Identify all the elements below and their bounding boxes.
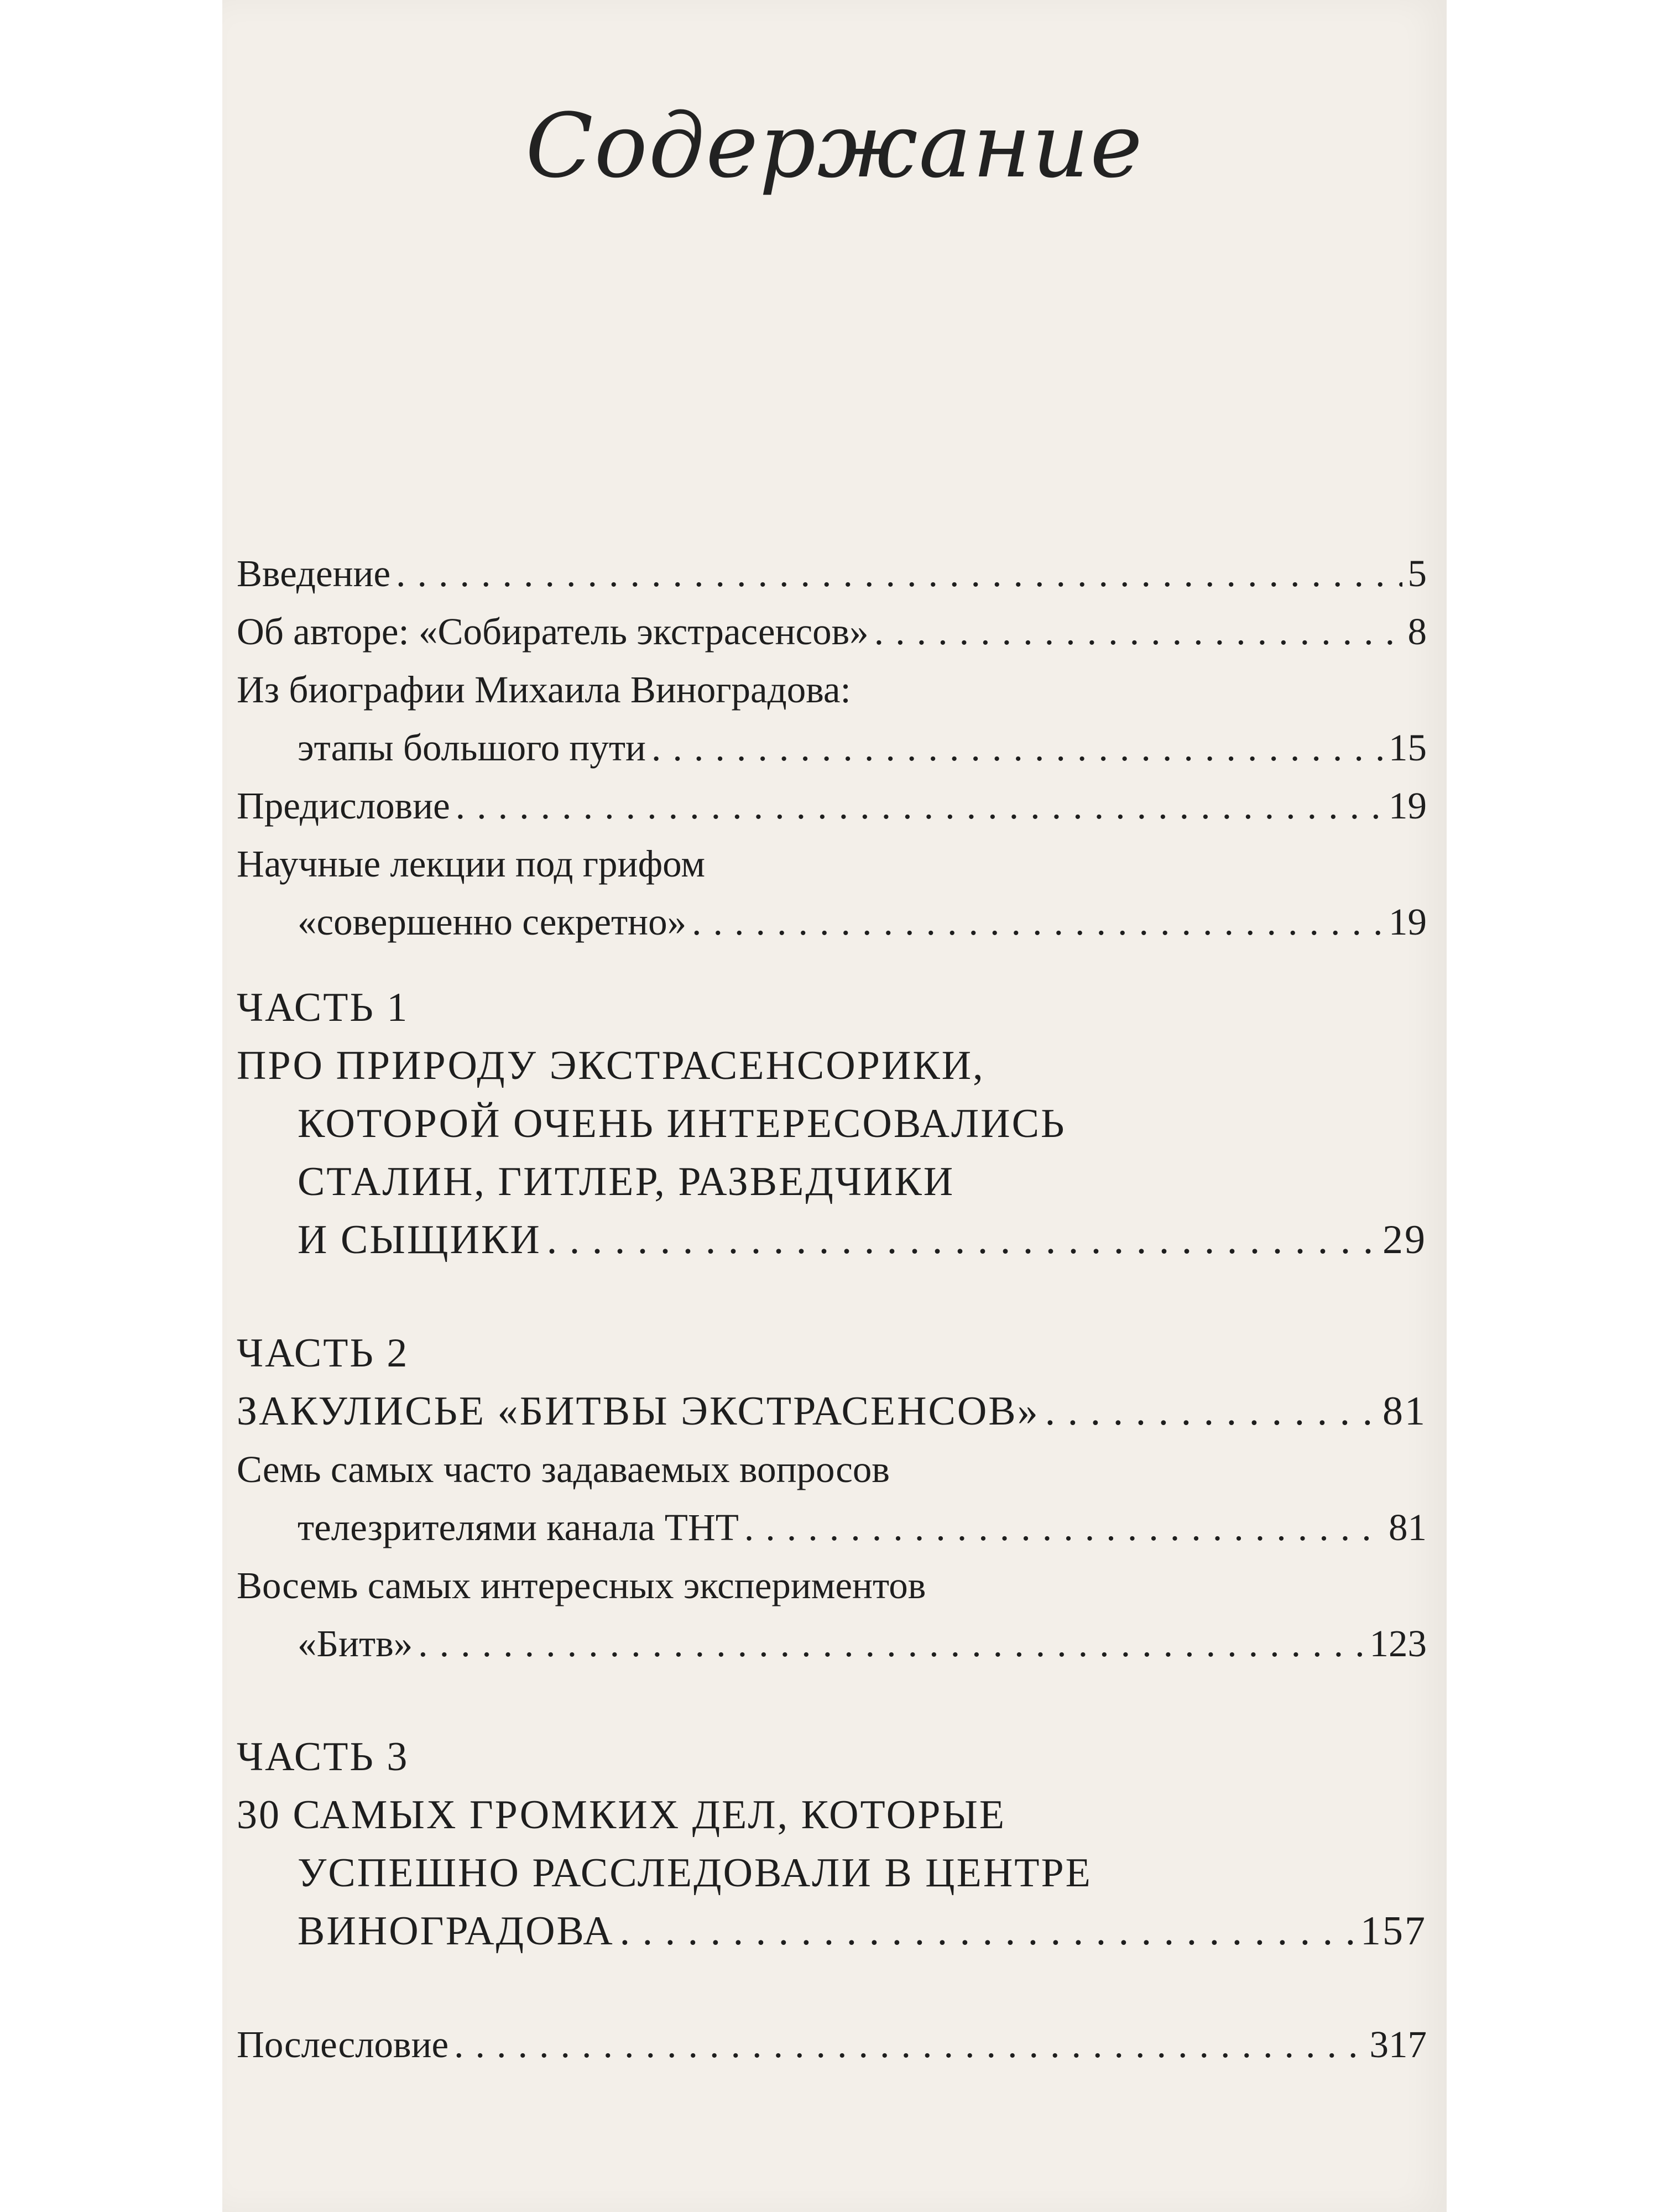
part-title-text: ЗАКУЛИСЬЕ «БИТВЫ ЭКСТРАСЕНСОВ» bbox=[237, 1389, 1040, 1434]
part-title-text: 30 САМЫХ ГРОМКИХ ДЕЛ, КОТОРЫЕ bbox=[237, 1792, 1006, 1838]
part1-title-line3 bbox=[237, 1153, 1427, 1211]
toc-entry-preface bbox=[237, 777, 1427, 835]
dot-leader bbox=[692, 893, 1383, 951]
toc-entry-bio-line2 bbox=[237, 719, 1427, 777]
dot-leader bbox=[454, 2016, 1364, 2074]
part3-title-line2 bbox=[237, 1844, 1427, 1902]
toc-entry-questions-line2 bbox=[237, 1499, 1427, 1557]
dot-leader bbox=[620, 1902, 1355, 1960]
toc-entry-label: этапы большого пути bbox=[298, 727, 646, 769]
toc-entry-bio-line1 bbox=[237, 661, 1427, 719]
part-title-text: УСПЕШНО РАССЛЕДОВАЛИ В ЦЕНТРЕ bbox=[298, 1850, 1092, 1896]
part-label: ЧАСТЬ 3 bbox=[237, 1734, 409, 1780]
toc-entry-label: Об авторе: «Собиратель экстрасенсов» bbox=[237, 611, 869, 653]
spacer bbox=[237, 1673, 1427, 1728]
toc-entry-label: «совершенно секретно» bbox=[298, 901, 687, 943]
toc-entry-label: Послесловие bbox=[237, 2023, 449, 2065]
part-title-text: И СЫЩИКИ bbox=[298, 1217, 541, 1262]
toc-page-number: 81 bbox=[1383, 1389, 1427, 1434]
part3-title-line3 bbox=[237, 1902, 1427, 1960]
toc-entry-about-author bbox=[237, 603, 1427, 661]
toc-page-number: 19 bbox=[1389, 901, 1427, 943]
part1-title-line4 bbox=[237, 1211, 1427, 1269]
spacer bbox=[237, 1960, 1427, 2016]
toc-page-number: 8 bbox=[1407, 611, 1427, 653]
toc-page-number: 157 bbox=[1360, 1908, 1427, 1954]
page-title: Содержание bbox=[525, 94, 1144, 197]
part1-label bbox=[237, 979, 1427, 1037]
dot-leader bbox=[874, 603, 1402, 661]
toc-entry-questions-line1 bbox=[237, 1441, 1427, 1499]
toc-page-number: 123 bbox=[1369, 1623, 1427, 1665]
part-title-text: ПРО ПРИРОДУ ЭКСТРАСЕНСОРИКИ, bbox=[237, 1043, 985, 1088]
toc-entry-lectures-line2 bbox=[237, 893, 1427, 951]
toc-page-number: 317 bbox=[1369, 2023, 1427, 2065]
part3-label bbox=[237, 1728, 1427, 1786]
table-of-contents bbox=[237, 545, 1427, 2074]
dot-leader bbox=[547, 1211, 1377, 1269]
part1-title-line1 bbox=[237, 1037, 1427, 1095]
part2-label bbox=[237, 1324, 1427, 1383]
part-title-text: ВИНОГРАДОВА bbox=[298, 1908, 614, 1954]
toc-entry-label: Предисловие bbox=[237, 785, 450, 827]
toc-page-number: 19 bbox=[1389, 785, 1427, 827]
toc-page-number: 81 bbox=[1389, 1506, 1427, 1548]
dot-leader bbox=[1045, 1383, 1377, 1441]
toc-page-number: 15 bbox=[1389, 727, 1427, 769]
toc-entry-experiments-line1 bbox=[237, 1557, 1427, 1615]
toc-entry-label: Восемь самых интересных экспериментов bbox=[237, 1564, 926, 1606]
toc-entry-afterword bbox=[237, 2016, 1427, 2074]
toc-entry-label: Из биографии Михаила Виноградова: bbox=[237, 669, 851, 711]
toc-entry-label: телезрителями канала ТНТ bbox=[298, 1506, 739, 1548]
book-page bbox=[222, 0, 1447, 2212]
spacer bbox=[237, 951, 1427, 979]
toc-entry-experiments-line2 bbox=[237, 1615, 1427, 1673]
toc-entry-intro bbox=[237, 545, 1427, 603]
part-title-text: КОТОРОЙ ОЧЕНЬ ИНТЕРЕСОВАЛИСЬ bbox=[298, 1101, 1066, 1146]
toc-entry-label: Научные лекции под грифом bbox=[237, 843, 706, 885]
part-label: ЧАСТЬ 1 bbox=[237, 985, 409, 1030]
toc-entry-label: Семь самых часто задаваемых вопросов bbox=[237, 1448, 890, 1490]
dot-leader bbox=[651, 719, 1383, 777]
part-label: ЧАСТЬ 2 bbox=[237, 1331, 409, 1376]
spacer bbox=[237, 1269, 1427, 1324]
toc-entry-label: Введение bbox=[237, 552, 391, 594]
part-title-text: СТАЛИН, ГИТЛЕР, РАЗВЕДЧИКИ bbox=[298, 1159, 955, 1204]
toc-page-number: 29 bbox=[1383, 1217, 1427, 1262]
toc-page-number: 5 bbox=[1407, 552, 1427, 594]
part2-title bbox=[237, 1383, 1427, 1441]
dot-leader bbox=[456, 777, 1383, 835]
toc-entry-lectures-line1 bbox=[237, 835, 1427, 893]
part1-title-line2 bbox=[237, 1095, 1427, 1153]
dot-leader bbox=[744, 1499, 1383, 1557]
dot-leader bbox=[418, 1615, 1364, 1673]
part3-title-line1 bbox=[237, 1786, 1427, 1844]
dot-leader bbox=[396, 545, 1402, 603]
toc-entry-label: «Битв» bbox=[298, 1623, 413, 1665]
